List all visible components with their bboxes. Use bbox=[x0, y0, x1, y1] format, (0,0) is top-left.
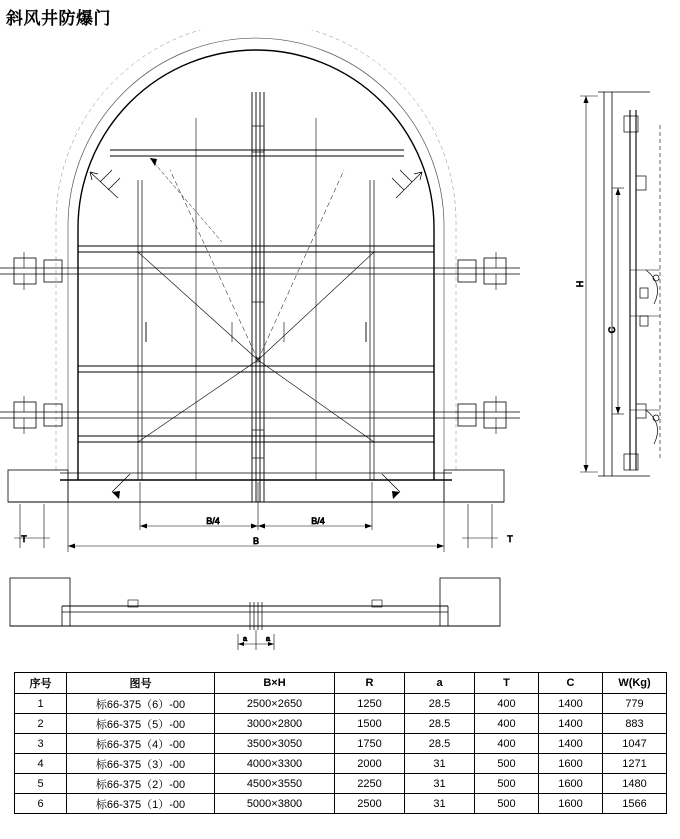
cell-r: 1500 bbox=[335, 714, 405, 734]
dim-b-overall: B bbox=[252, 536, 260, 546]
cell-c: 1400 bbox=[539, 734, 603, 754]
cell-index: 2 bbox=[15, 714, 67, 734]
cell-index: 4 bbox=[15, 754, 67, 774]
cell-a: 28.5 bbox=[405, 694, 475, 714]
col-header-a: a bbox=[405, 673, 475, 694]
dim-h: H bbox=[575, 280, 585, 288]
side-elevation bbox=[575, 92, 660, 476]
drawing-svg bbox=[0, 30, 680, 670]
cell-bxh: 3500×3050 bbox=[215, 734, 335, 754]
cell-c: 1600 bbox=[539, 794, 603, 814]
cell-weight: 883 bbox=[603, 714, 667, 734]
cell-drawing-no: 标66-375（4）-00 bbox=[67, 734, 215, 754]
cell-t: 500 bbox=[475, 794, 539, 814]
dim-a-left: a bbox=[242, 634, 248, 643]
cell-r: 2500 bbox=[335, 794, 405, 814]
cell-drawing-no: 标66-375（6）-00 bbox=[67, 694, 215, 714]
cell-index: 3 bbox=[15, 734, 67, 754]
table-row bbox=[15, 794, 667, 814]
col-header-t: T bbox=[475, 673, 539, 694]
page-title: 斜风井防爆门 bbox=[6, 9, 111, 28]
cell-r: 2000 bbox=[335, 754, 405, 774]
cell-a: 31 bbox=[405, 794, 475, 814]
cell-t: 500 bbox=[475, 774, 539, 794]
cell-r: 1750 bbox=[335, 734, 405, 754]
cell-bxh: 4000×3300 bbox=[215, 754, 335, 774]
table-row bbox=[15, 714, 667, 734]
cell-drawing-no: 标66-375（5）-00 bbox=[67, 714, 215, 734]
col-header-r: R bbox=[335, 673, 405, 694]
cell-drawing-no: 标66-375（2）-00 bbox=[67, 774, 215, 794]
cell-a: 28.5 bbox=[405, 734, 475, 754]
cell-c: 1600 bbox=[539, 774, 603, 794]
cell-weight: 1271 bbox=[603, 754, 667, 774]
plan-section-view bbox=[10, 578, 500, 650]
table-row bbox=[15, 694, 667, 714]
cell-weight: 1480 bbox=[603, 774, 667, 794]
col-header-bxh: B×H bbox=[215, 673, 335, 694]
cell-a: 28.5 bbox=[405, 714, 475, 734]
cell-c: 1400 bbox=[539, 694, 603, 714]
cell-index: 1 bbox=[15, 694, 67, 714]
cell-r: 2250 bbox=[335, 774, 405, 794]
cell-index: 5 bbox=[15, 774, 67, 794]
col-header-c: C bbox=[539, 673, 603, 694]
cell-t: 500 bbox=[475, 754, 539, 774]
cell-bxh: 4500×3550 bbox=[215, 774, 335, 794]
col-header-drawing-no: 图号 bbox=[67, 673, 215, 694]
cell-c: 1600 bbox=[539, 754, 603, 774]
spec-table-container bbox=[14, 672, 666, 814]
cell-t: 400 bbox=[475, 714, 539, 734]
dim-b-over-4-right: B/4 bbox=[311, 516, 325, 526]
cell-a: 31 bbox=[405, 754, 475, 774]
dim-t-right: T bbox=[507, 534, 513, 544]
table-header-row bbox=[15, 673, 667, 694]
col-header-index: 序号 bbox=[15, 673, 67, 694]
cell-bxh: 2500×2650 bbox=[215, 694, 335, 714]
table-row bbox=[15, 734, 667, 754]
dim-c: C bbox=[607, 326, 617, 334]
col-header-weight: W(Kg) bbox=[603, 673, 667, 694]
dim-t-left: T bbox=[21, 534, 27, 544]
cell-weight: 1047 bbox=[603, 734, 667, 754]
cell-r: 1250 bbox=[335, 694, 405, 714]
cell-a: 31 bbox=[405, 774, 475, 794]
front-elevation bbox=[0, 30, 520, 502]
cell-weight: 779 bbox=[603, 694, 667, 714]
cell-index: 6 bbox=[15, 794, 67, 814]
table-row bbox=[15, 774, 667, 794]
cell-drawing-no: 标66-375（1）-00 bbox=[67, 794, 215, 814]
cell-drawing-no: 标66-375（3）-00 bbox=[67, 754, 215, 774]
technical-drawing bbox=[0, 30, 680, 670]
cell-c: 1400 bbox=[539, 714, 603, 734]
dim-b-over-4-left: B/4 bbox=[206, 516, 220, 526]
cell-t: 400 bbox=[475, 734, 539, 754]
table-row bbox=[15, 754, 667, 774]
cell-t: 400 bbox=[475, 694, 539, 714]
cell-bxh: 5000×3800 bbox=[215, 794, 335, 814]
spec-table bbox=[14, 672, 667, 814]
cell-weight: 1566 bbox=[603, 794, 667, 814]
cell-bxh: 3000×2800 bbox=[215, 714, 335, 734]
dim-a-right: a bbox=[265, 634, 271, 643]
